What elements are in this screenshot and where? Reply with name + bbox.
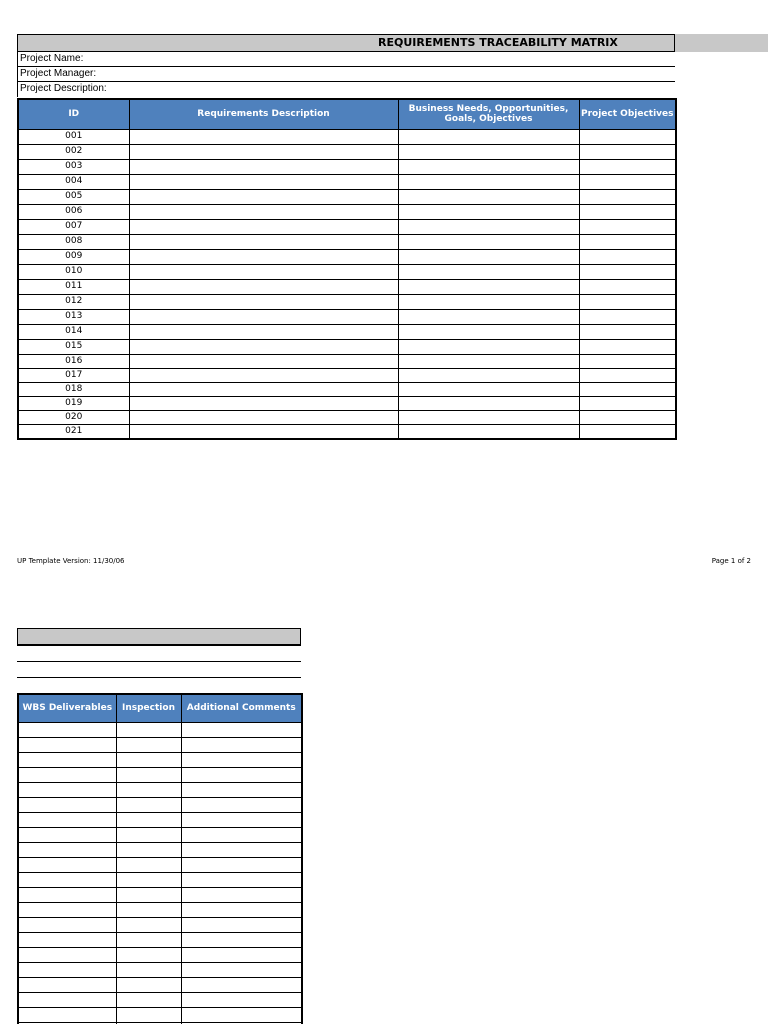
requirement-description-cell[interactable] [129, 309, 398, 324]
table-row [18, 992, 302, 1007]
wbs-deliverable-cell[interactable] [18, 842, 116, 857]
project-description-label: Project Description: [20, 83, 107, 94]
wbs-deliverable-cell[interactable] [18, 962, 116, 977]
inspection-cell[interactable] [116, 947, 181, 962]
wbs-deliverable-cell[interactable] [18, 797, 116, 812]
table-row [18, 902, 302, 917]
additional-comments-cell[interactable] [181, 977, 302, 992]
requirement-id: 021 [18, 424, 129, 439]
table-row [18, 309, 676, 324]
project-objectives-cell[interactable] [579, 354, 676, 368]
requirement-id: 015 [18, 339, 129, 354]
table-row [18, 917, 302, 932]
wbs-deliverable-cell[interactable] [18, 752, 116, 767]
project-objectives-cell[interactable] [579, 424, 676, 439]
requirement-description-cell[interactable] [129, 249, 398, 264]
project-objectives-cell[interactable] [579, 339, 676, 354]
table-row [18, 932, 302, 947]
inspection-cell[interactable] [116, 887, 181, 902]
project-objectives-cell[interactable] [579, 189, 676, 204]
table-row [18, 294, 676, 309]
requirement-description-cell[interactable] [129, 382, 398, 396]
page-title: REQUIREMENTS TRACEABILITY MATRIX [378, 36, 618, 49]
table-row [18, 872, 302, 887]
table-row [18, 339, 676, 354]
wbs-deliverable-cell[interactable] [18, 932, 116, 947]
inspection-cell[interactable] [116, 812, 181, 827]
table-row [18, 947, 302, 962]
project-objectives-cell[interactable] [579, 368, 676, 382]
inspection-cell[interactable] [116, 992, 181, 1007]
business-needs-cell[interactable] [398, 204, 579, 219]
col-header-id: ID [18, 99, 129, 129]
business-needs-cell[interactable] [398, 368, 579, 382]
requirement-id: 016 [18, 354, 129, 368]
template-version: UP Template Version: 11/30/06 [17, 557, 125, 565]
requirement-id: 004 [18, 174, 129, 189]
table-row [18, 234, 676, 249]
inspection-cell[interactable] [116, 857, 181, 872]
table-row [18, 752, 302, 767]
requirement-description-cell[interactable] [129, 354, 398, 368]
business-needs-cell[interactable] [398, 144, 579, 159]
additional-comments-cell[interactable] [181, 962, 302, 977]
inspection-cell[interactable] [116, 1007, 181, 1022]
project-objectives-cell[interactable] [579, 410, 676, 424]
table-row [18, 1007, 302, 1022]
table-row [18, 410, 676, 424]
inspection-cell[interactable] [116, 872, 181, 887]
requirement-id: 010 [18, 264, 129, 279]
project-objectives-cell[interactable] [579, 159, 676, 174]
table-row [18, 887, 302, 902]
business-needs-cell[interactable] [398, 410, 579, 424]
business-needs-cell[interactable] [398, 324, 579, 339]
table-row [18, 368, 676, 382]
business-needs-cell[interactable] [398, 264, 579, 279]
additional-comments-cell[interactable] [181, 812, 302, 827]
table-row [18, 767, 302, 782]
wbs-deliverable-cell[interactable] [18, 977, 116, 992]
project-name-row[interactable] [17, 52, 675, 67]
table-row [18, 797, 302, 812]
project-name-label: Project Name: [20, 53, 84, 64]
requirement-description-cell[interactable] [129, 264, 398, 279]
project-objectives-cell[interactable] [579, 129, 676, 144]
inspection-cell[interactable] [116, 842, 181, 857]
requirement-description-cell[interactable] [129, 204, 398, 219]
rtm-title-bar [17, 34, 675, 52]
inspection-cell[interactable] [116, 932, 181, 947]
wbs-deliverable-cell[interactable] [18, 857, 116, 872]
project-objectives-cell[interactable] [579, 144, 676, 159]
business-needs-cell[interactable] [398, 309, 579, 324]
table-row [18, 144, 676, 159]
requirement-description-cell[interactable] [129, 424, 398, 439]
project-objectives-cell[interactable] [579, 174, 676, 189]
project-objectives-cell[interactable] [579, 294, 676, 309]
requirement-id: 020 [18, 410, 129, 424]
business-needs-cell[interactable] [398, 219, 579, 234]
table-row [18, 737, 302, 752]
table-row [18, 382, 676, 396]
requirement-id: 019 [18, 396, 129, 410]
wbs-table [17, 693, 303, 1024]
table-row [18, 189, 676, 204]
col-header-business-needs: Business Needs, Opportunities, Goals, Objectives [398, 99, 579, 129]
business-needs-cell[interactable] [398, 279, 579, 294]
requirement-description-cell[interactable] [129, 159, 398, 174]
project-objectives-cell[interactable] [579, 279, 676, 294]
table-row [18, 279, 676, 294]
project-objectives-cell[interactable] [579, 264, 676, 279]
requirement-id: 001 [18, 129, 129, 144]
requirement-description-cell[interactable] [129, 368, 398, 382]
table-row [18, 174, 676, 189]
inspection-cell[interactable] [116, 962, 181, 977]
additional-comments-cell[interactable] [181, 767, 302, 782]
business-needs-cell[interactable] [398, 382, 579, 396]
requirement-id: 003 [18, 159, 129, 174]
additional-comments-cell[interactable] [181, 932, 302, 947]
requirement-id: 018 [18, 382, 129, 396]
inspection-cell[interactable] [116, 917, 181, 932]
business-needs-cell[interactable] [398, 189, 579, 204]
inspection-cell[interactable] [116, 977, 181, 992]
additional-comments-cell[interactable] [181, 902, 302, 917]
wbs-deliverable-cell[interactable] [18, 1007, 116, 1022]
table-row [18, 424, 676, 439]
project-objectives-cell[interactable] [579, 234, 676, 249]
inspection-cell[interactable] [116, 752, 181, 767]
table-row [18, 264, 676, 279]
inspection-cell[interactable] [116, 902, 181, 917]
table-row [18, 219, 676, 234]
wbs-deliverable-cell[interactable] [18, 722, 116, 737]
inspection-cell[interactable] [116, 827, 181, 842]
project-manager-label: Project Manager: [20, 68, 97, 79]
project-objectives-cell[interactable] [579, 309, 676, 324]
requirement-description-cell[interactable] [129, 294, 398, 309]
additional-comments-cell[interactable] [181, 722, 302, 737]
col-header-inspection: Inspection [116, 694, 181, 722]
title-bar-extension [675, 34, 768, 52]
requirement-id: 009 [18, 249, 129, 264]
page2-info-line [17, 677, 301, 678]
wbs-deliverable-cell[interactable] [18, 902, 116, 917]
table-row [18, 722, 302, 737]
inspection-cell[interactable] [116, 782, 181, 797]
additional-comments-cell[interactable] [181, 857, 302, 872]
requirement-id: 008 [18, 234, 129, 249]
project-objectives-cell[interactable] [579, 382, 676, 396]
additional-comments-cell[interactable] [181, 947, 302, 962]
requirement-description-cell[interactable] [129, 234, 398, 249]
business-needs-cell[interactable] [398, 354, 579, 368]
additional-comments-cell[interactable] [181, 842, 302, 857]
col-header-requirements-description: Requirements Description [129, 99, 398, 129]
requirement-id: 011 [18, 279, 129, 294]
requirement-description-cell[interactable] [129, 279, 398, 294]
wbs-deliverable-cell[interactable] [18, 992, 116, 1007]
requirement-id: 014 [18, 324, 129, 339]
business-needs-cell[interactable] [398, 234, 579, 249]
project-manager-row[interactable] [17, 67, 675, 82]
table-row [18, 812, 302, 827]
requirement-description-cell[interactable] [129, 189, 398, 204]
project-objectives-cell[interactable] [579, 249, 676, 264]
additional-comments-cell[interactable] [181, 917, 302, 932]
table-row [18, 354, 676, 368]
wbs-deliverable-cell[interactable] [18, 917, 116, 932]
requirement-description-cell[interactable] [129, 324, 398, 339]
requirement-id: 012 [18, 294, 129, 309]
business-needs-cell[interactable] [398, 424, 579, 439]
requirement-description-cell[interactable] [129, 144, 398, 159]
project-objectives-cell[interactable] [579, 324, 676, 339]
table-row [18, 977, 302, 992]
additional-comments-cell[interactable] [181, 887, 302, 902]
business-needs-cell[interactable] [398, 339, 579, 354]
table-row [18, 827, 302, 842]
wbs-deliverable-cell[interactable] [18, 737, 116, 752]
requirement-id: 005 [18, 189, 129, 204]
additional-comments-cell[interactable] [181, 737, 302, 752]
col-header-project-objectives: Project Objectives [579, 99, 676, 129]
requirement-description-cell[interactable] [129, 174, 398, 189]
requirement-description-cell[interactable] [129, 219, 398, 234]
wbs-deliverable-cell[interactable] [18, 812, 116, 827]
table-row [18, 842, 302, 857]
table-row [18, 249, 676, 264]
project-description-row[interactable] [17, 82, 675, 97]
requirement-description-cell[interactable] [129, 396, 398, 410]
business-needs-cell[interactable] [398, 249, 579, 264]
table-row [18, 204, 676, 219]
col-header-wbs-deliverables: WBS Deliverables [18, 694, 116, 722]
inspection-cell[interactable] [116, 767, 181, 782]
wbs-deliverable-cell[interactable] [18, 887, 116, 902]
requirement-id: 017 [18, 368, 129, 382]
table-row [18, 129, 676, 144]
additional-comments-cell[interactable] [181, 752, 302, 767]
table-row [18, 857, 302, 872]
wbs-deliverable-cell[interactable] [18, 782, 116, 797]
table-row [18, 159, 676, 174]
table-row [18, 782, 302, 797]
requirement-description-cell[interactable] [129, 129, 398, 144]
inspection-cell[interactable] [116, 722, 181, 737]
requirement-description-cell[interactable] [129, 410, 398, 424]
additional-comments-cell[interactable] [181, 872, 302, 887]
additional-comments-cell[interactable] [181, 1007, 302, 1022]
page-number: Page 1 of 2 [711, 557, 751, 565]
page2-info-line [17, 661, 301, 662]
business-needs-cell[interactable] [398, 174, 579, 189]
additional-comments-cell[interactable] [181, 827, 302, 842]
table-row [18, 324, 676, 339]
wbs-deliverable-cell[interactable] [18, 947, 116, 962]
business-needs-cell[interactable] [398, 294, 579, 309]
additional-comments-cell[interactable] [181, 992, 302, 1007]
requirement-id: 013 [18, 309, 129, 324]
col-header-additional-comments: Additional Comments [181, 694, 302, 722]
wbs-deliverable-cell[interactable] [18, 827, 116, 842]
additional-comments-cell[interactable] [181, 797, 302, 812]
inspection-cell[interactable] [116, 737, 181, 752]
requirement-id: 007 [18, 219, 129, 234]
table-row [18, 396, 676, 410]
additional-comments-cell[interactable] [181, 782, 302, 797]
requirement-description-cell[interactable] [129, 339, 398, 354]
requirements-table [17, 98, 677, 440]
wbs-deliverable-cell[interactable] [18, 872, 116, 887]
page2-title-bar [17, 628, 301, 646]
requirement-id: 006 [18, 204, 129, 219]
business-needs-cell[interactable] [398, 396, 579, 410]
requirement-id: 002 [18, 144, 129, 159]
wbs-deliverable-cell[interactable] [18, 767, 116, 782]
business-needs-cell[interactable] [398, 129, 579, 144]
project-objectives-cell[interactable] [579, 219, 676, 234]
inspection-cell[interactable] [116, 797, 181, 812]
table-row [18, 962, 302, 977]
business-needs-cell[interactable] [398, 159, 579, 174]
project-objectives-cell[interactable] [579, 204, 676, 219]
project-objectives-cell[interactable] [579, 396, 676, 410]
